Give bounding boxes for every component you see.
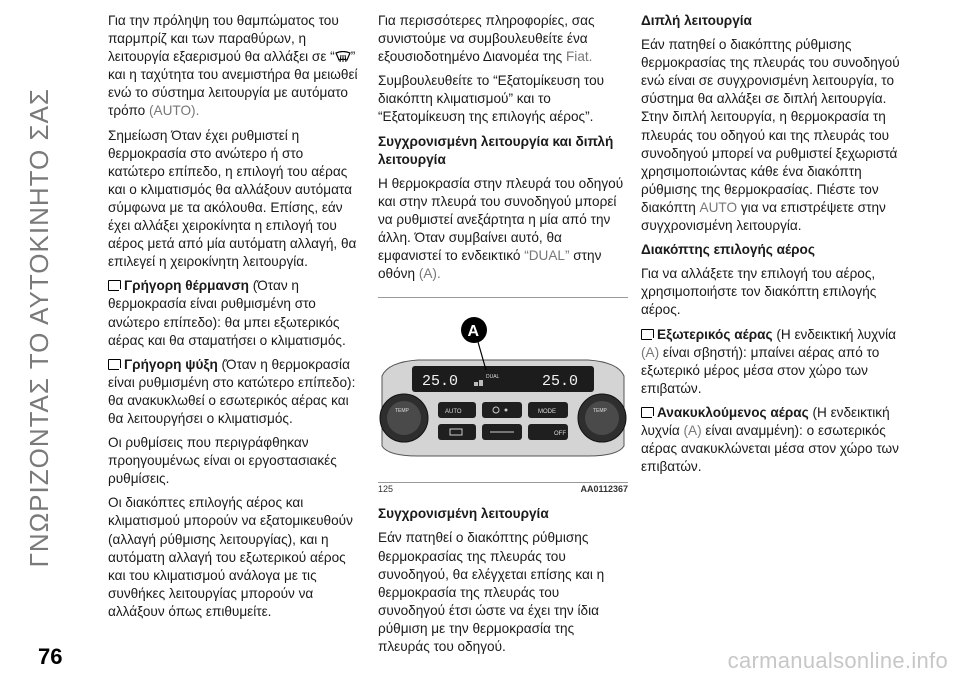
bullet-marker-icon	[108, 359, 121, 370]
bullet-marker-icon	[108, 280, 121, 291]
callout-a-label: A	[467, 323, 480, 341]
paragraph-dealer: Για περισσότερες πληροφορίες, σας συνιστούμε να συμβουλευθείτε ένα εξουσιοδοτημένο Διανομέα της Fiat.	[378, 13, 595, 65]
temp-left-label: TEMP	[395, 408, 409, 415]
climate-panel-illustration	[378, 306, 628, 466]
paragraph-recirc-air: Ανακυκλούμενος αέρας (Η ενδεικτική λυχνία (A) είναι αναμμένη): ο εσωτερικός αέρας ανακυκλώνεται μέσα στον χώρο των επιβατών.	[641, 404, 899, 475]
figure-number: 125	[378, 484, 394, 495]
column-3	[641, 12, 903, 482]
mode-button-label: MODE	[538, 409, 556, 416]
paragraph-air-select: Για να αλλάξετε την επιλογή του αέρος, χρησιμοποιήστε τον διακόπτη επιλογής αέρος.	[641, 266, 877, 318]
left-temp-readout: 25.0	[422, 373, 459, 391]
column-1	[108, 12, 362, 627]
chapter-title-text: ΓΝΩΡΙΖΟΝΤΑΣ ΤΟ ΑΥΤΟΚΙΝΗΤΟ ΣΑΣ	[23, 88, 54, 568]
paragraph-dual-indicator: Η θερμοκρασία στην πλευρά του οδηγού και στην πλευρά του συνοδηγού μπορεί να ρυθμιστεί ανεξάρτητα η μία από την άλλη. Όταν συμβαίνει αυτό, θα εμφανιστεί το ενδεικτικό “DUAL” στην οθόνη (A).	[378, 175, 624, 282]
page-number: 76	[38, 644, 63, 669]
right-temp-readout: 25.0	[542, 373, 579, 391]
windshield-fan-icon	[335, 51, 351, 63]
dual-indicator: DUAL	[486, 374, 500, 381]
paragraph-defog: Για την πρόληψη του θαμπώματος του παρμπρίζ και των παραθύρων, η λειτουργία εξαερισμού θα αλλάξει σε “ ” και η ταχύτητα του ανεμιστήρα θα μειωθεί ενώ το σύστημα λειτουργία με αυτόματο τρόπο (AUTO).	[108, 13, 358, 119]
chapter-side-title	[14, 8, 64, 648]
heading-sync: Συγχρονισμένη λειτουργία	[378, 506, 549, 522]
footer-watermark: carmanualsonline.info	[727, 648, 948, 673]
temp-right-label: TEMP	[593, 408, 607, 415]
paragraph-note: Σημείωση Όταν έχει ρυθμιστεί η θερμοκρασία στο ανώτερο ή στο κατώτερο επίπεδο, η επιλογή του αέρας και ο κλιματισμός θα αλλάξουν αυτόματα σύμφωνα με τα ακόλουθα. Επίσης, εάν έχει αλλάξει χειροκίνητα η επιλογή του αέρος μετά από μία αυτόματη αλλαγή, θα επιλεγεί η χειροκίνητη λειτουργία.	[108, 127, 357, 270]
off-button-label: OFF	[554, 431, 566, 438]
heading-dual: Διπλή λειτουργία	[641, 13, 752, 28]
paragraph-custom: Οι διακόπτες επιλογής αέρος και κλιματισμού μπορούν να εξατομικευθούν (αλλαγή ρύθμισης λειτουργίας), και η αυτόματη αλλαγή του εξωτερικού αέρος και του κλιματισμού ανάλογα με τις συνθήκες λειτουργίας μπορούν να αλλάξουν όπως επιθυμείτε.	[108, 495, 353, 619]
paragraph-refer: Συμβουλευθείτε το “Εξατομίκευση του διακόπτη κλιματισμού” και το “Εξατομίκευση της επιλογής αέρος”.	[378, 73, 605, 125]
heading-sync-dual: Συγχρονισμένη λειτουργία και διπλή λειτουργία	[378, 133, 614, 167]
paragraph-sync: Εάν πατηθεί ο διακόπτης ρύθμισης θερμοκρασίας της πλευράς του συνοδηγού, θα ελέγχεται επίσης και η θερμοκρασία της πλευράς του συνοδηγού έτσι ώστε να έχει την ίδια ρύθμιση με την θερμοκρασία της πλευράς του οδηγού.	[378, 530, 605, 654]
bullet-marker-icon	[641, 407, 654, 418]
paragraph-quick-cool: Γρήγορη ψύξη (Όταν η θερμοκρασία είναι ρυθμισμένη στο κατώτερο επίπεδο): θα ανακυκλωθεί ο εσωτερικός αέρας και θα λειτουργήσει ο κλιματισμός.	[108, 356, 356, 426]
paragraph-factory: Οι ρυθμίσεις που περιγράφθηκαν προηγουμένως είναι οι εργοστασιακές ρυθμίσεις.	[108, 435, 337, 487]
paragraph-dual: Εάν πατηθεί ο διακόπτης ρύθμισης θερμοκρασίας της πλευράς του συνοδηγού ενώ είναι σε συγχρονισμένη λειτουργία, το σύστημα θα αλλάξει σε διπλή λειτουργία. Στην διπλή λειτουργία, η θερμοκρασία τη πλευράς του οδηγού και της πλευράς του συνοδηγού μπορεί να ρυθμιστεί ξεχωριστά χρησιμοποιώντας κάθε ένα διακόπτη ρύθμισης της θερμοκρασίας. Πιέστε τον διακόπτη AUTO για να επιστρέψετε στην συγχρονισμένη λειτουργία.	[641, 37, 900, 234]
climate-panel-figure	[378, 297, 628, 495]
figure-code: AA0112367	[580, 484, 628, 495]
paragraph-quick-heat: Γρήγορη θέρμανση (Όταν η θερμοκρασία είναι ρυθμισμένη στο ανώτερο επίπεδο): θα μπει εξωτερικός αέρας και θα σταματήσει ο κλιματισμός.	[108, 278, 346, 348]
paragraph-outside-air: Εξωτερικός αέρας (Η ενδεικτική λυχνία (A) είναι σβηστή): μπαίνει αέρας από το εξωτερικό μέρος μέσα στον χώρο των επιβατών.	[641, 326, 896, 396]
column-2	[378, 12, 628, 662]
heading-air-select: Διακόπτης επιλογής αέρος	[641, 242, 815, 258]
bullet-marker-icon	[641, 329, 654, 340]
auto-button-label: AUTO	[445, 409, 462, 416]
